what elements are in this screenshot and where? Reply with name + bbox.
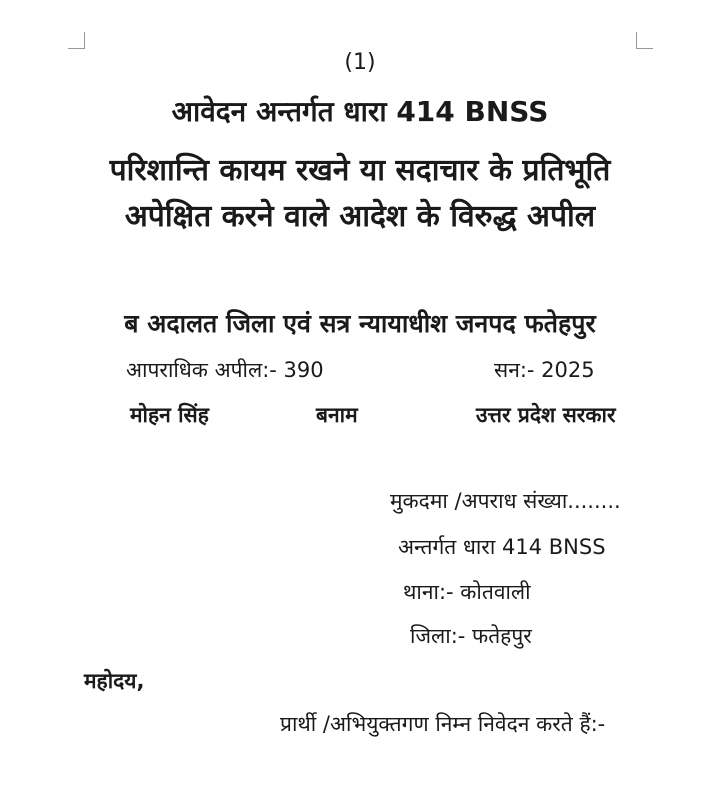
crop-mark-top-right — [636, 32, 653, 49]
crop-mark-top-left — [68, 32, 85, 49]
salutation: महोदय, — [84, 669, 145, 693]
petition-intro: प्रार्थी /अभियुक्तगण निम्न निवेदन करते हैं:- — [280, 712, 606, 736]
title-line-2: परिशान्ति कायम रखने या सदाचार के प्रतिभूति — [109, 153, 611, 188]
appeal-year: सन:- 2025 — [494, 358, 595, 382]
court-heading: ब अदालत जिला एवं सत्र न्यायाधीश जनपद फतेहपुर — [124, 309, 596, 338]
page-number: (1) — [344, 50, 376, 75]
respondent-name: उत्तर प्रदेश सरकार — [476, 403, 616, 427]
versus-label: बनाम — [316, 403, 358, 427]
title-line-3: अपेक्षित करने वाले आदेश के विरुद्ध अपील — [124, 199, 596, 234]
case-number: मुकदमा /अपराध संख्या........ — [390, 489, 621, 513]
police-station: थाना:- कोतवाली — [403, 580, 531, 604]
appellant-name: मोहन सिंह — [130, 403, 209, 427]
district: जिला:- फतेहपुर — [410, 624, 532, 648]
section-reference: अन्तर्गत धारा 414 BNSS — [398, 535, 606, 559]
appeal-number: आपराधिक अपील:- 390 — [126, 358, 324, 382]
title-line-1: आवेदन अन्तर्गत धारा 414 BNSS — [171, 95, 549, 128]
